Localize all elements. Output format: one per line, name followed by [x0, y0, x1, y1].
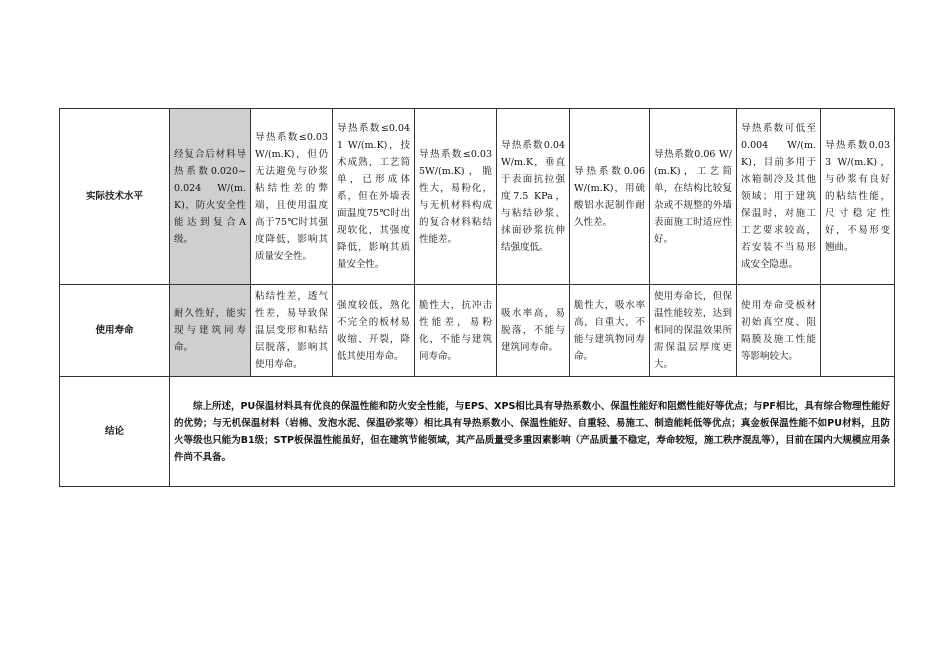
row-header-conclusion: 结论: [60, 377, 170, 487]
table-cell: 导热系数0.06 W/(m.K)，用硫酸铝水泥制作耐久性差。: [570, 109, 650, 285]
table-cell: 脆性大，吸水率高，自重大，不能与建筑物同寿命。: [570, 285, 650, 377]
comparison-table: [59, 108, 895, 487]
row-header-tech-level: 实际技术水平: [60, 109, 170, 285]
table-cell: 使用寿命长，但保温性能较差，达到相同的保温效果所需保温层厚度更大。: [650, 285, 737, 377]
table-cell: 导热系数≤0.041 W/(m.K)，技术成熟，工艺简单，已形成体系，但在外墙表面温度75℃时出现软化，其强度降低，影响其质量安全性。: [333, 109, 415, 285]
table-cell: 使用寿命受板材初始真空度、阻隔膜及施工性能等影响较大。: [737, 285, 821, 377]
table-cell: 经复合后材料导热系数0.020~0.024 W/(m.K)，防火安全性能达到复合A级。: [170, 109, 251, 285]
table-cell: 导热系数≤0.03 W/(m.K)，但仍无法避免与砂浆粘结性差的弊端，且使用温度高于75℃时其强度降低，影响其质量安全性。: [251, 109, 333, 285]
table-cell: 耐久性好，能实现与建筑同寿命。: [170, 285, 251, 377]
table-cell: 导热系数0.04 W/m.K，垂直于表面抗拉强度7.5 KPa，与粘结砂浆、抹面砂浆抗伸结强度低。: [497, 109, 570, 285]
table-cell: 导热系数0.033 W/(m.K)，与砂浆有良好的粘结性能，尺寸稳定性好，不易形变翘曲。: [821, 109, 895, 285]
table-cell: 吸水率高，易脱落，不能与建筑同寿命。: [497, 285, 570, 377]
table-cell: 导热系数0.06 W/(m.K)，工艺简单，在结构比较复杂或不规整的外墙表面施工时适应性好。: [650, 109, 737, 285]
table-row-service-life: [60, 285, 895, 377]
table-row-tech-level: [60, 109, 895, 285]
table-cell: 脆性大，抗冲击性能差，易粉化，不能与建筑同寿命。: [415, 285, 497, 377]
conclusion-text: 综上所述，PU保温材料具有优良的保温性能和防火安全性能，与EPS、XPS相比具有导热系数小、保温性能好和阻燃性能好等优点；与PF相比，具有综合物理性能好的优势；与无机保温材料（岩棉、发泡水泥、保温砂浆等）相比具有导热系数小、保温性能好、自重轻、易施工、制造能耗低等优点；真金板保温性能不如PU材料，且防火等级也只能为B1级；STP板保温性能虽好，但在建筑节能领域，其产品质量受多重因素影响（产品质量不稳定，寿命较短，施工秩序混乱等），目前在国内大规模应用条件尚不具备。: [174, 400, 890, 463]
table-cell: 导热系数≤0.035W/(m.K)，脆性大，易粉化，与无机材料构成的复合材料粘结性能差。: [415, 109, 497, 285]
conclusion-cell: [170, 377, 895, 487]
table-cell: 强度较低，熟化不完全的板材易收缩、开裂，降低其使用寿命。: [333, 285, 415, 377]
table-cell: [821, 285, 895, 377]
row-header-service-life: 使用寿命: [60, 285, 170, 377]
table-cell: 粘结性差，透气性差，易导致保温层变形和粘结层脱落，影响其使用寿命。: [251, 285, 333, 377]
table-row-conclusion: [60, 377, 895, 487]
table-cell: 导热系数可低至0.004 W/(m.K)，目前多用于冰箱制冷及其他领域；用于建筑保温时，对施工工艺要求较高，若安装不当易形成安全隐患。: [737, 109, 821, 285]
